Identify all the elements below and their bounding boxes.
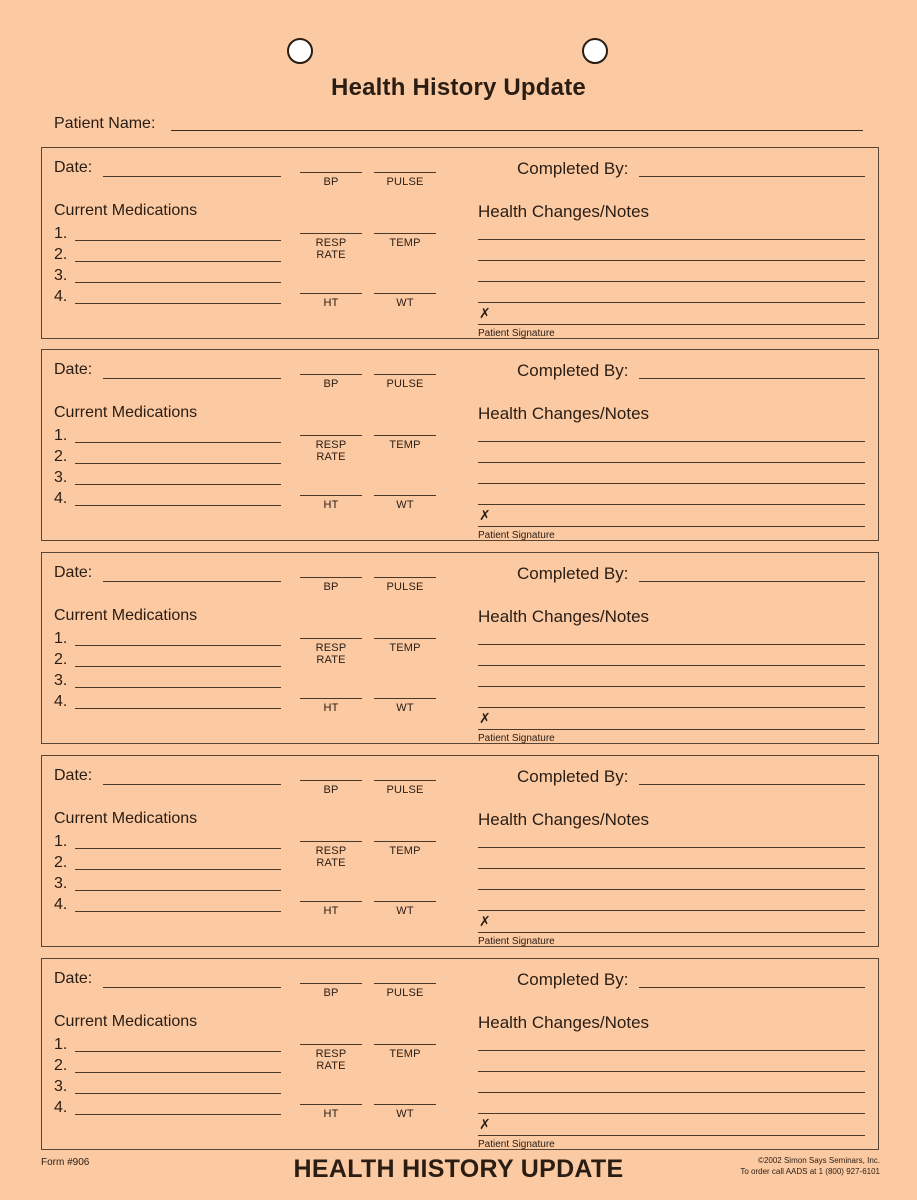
medication-field[interactable] <box>75 463 281 464</box>
notes-line[interactable] <box>478 483 865 484</box>
medication-number: 4. <box>54 896 68 913</box>
vital-resp-rate-label: RESP RATE <box>315 1048 347 1072</box>
vital-temp-field[interactable] <box>374 638 436 639</box>
date-field[interactable] <box>103 378 281 379</box>
current-medications-label: Current Medications <box>54 202 198 219</box>
patient-signature-field[interactable] <box>478 729 865 730</box>
completed-by-label: Completed By: <box>517 361 629 380</box>
notes-line[interactable] <box>478 686 865 687</box>
vital-ht-field[interactable] <box>300 1104 362 1105</box>
patient-signature-field[interactable] <box>478 526 865 527</box>
vital-pulse-field[interactable] <box>374 983 436 984</box>
medication-field[interactable] <box>75 1072 281 1073</box>
medication-number: 2. <box>54 854 68 871</box>
medication-field[interactable] <box>75 303 281 304</box>
medication-field[interactable] <box>75 687 281 688</box>
patient-signature-field[interactable] <box>478 1135 865 1136</box>
vital-ht-field[interactable] <box>300 901 362 902</box>
vital-pulse-label: PULSE <box>386 784 424 796</box>
vital-pulse-field[interactable] <box>374 172 436 173</box>
patient-signature-label: Patient Signature <box>478 733 555 744</box>
notes-line[interactable] <box>478 644 865 645</box>
health-changes-notes-label: Health Changes/Notes <box>478 404 650 423</box>
vital-wt-field[interactable] <box>374 698 436 699</box>
page-title: Health History Update <box>331 74 586 101</box>
vital-wt-field[interactable] <box>374 495 436 496</box>
vital-resp-rate-label: RESP RATE <box>315 439 347 463</box>
vital-bp-label: BP <box>323 784 339 796</box>
vital-resp-rate-label: RESP RATE <box>315 237 347 261</box>
vital-temp-label: TEMP <box>389 845 421 857</box>
patient-signature-label: Patient Signature <box>478 328 555 339</box>
date-label: Date: <box>54 361 93 378</box>
vital-ht-label: HT <box>323 499 339 511</box>
vital-ht-label: HT <box>323 297 339 309</box>
vital-resp-rate-label: RESP RATE <box>315 642 347 666</box>
vital-resp-rate-label: RESP RATE <box>315 845 347 869</box>
vital-temp-field[interactable] <box>374 841 436 842</box>
vital-temp-label: TEMP <box>389 1048 421 1060</box>
notes-line[interactable] <box>478 260 865 261</box>
medication-number: 1. <box>54 225 68 242</box>
medication-field[interactable] <box>75 240 281 241</box>
vital-bp-field[interactable] <box>300 780 362 781</box>
notes-line[interactable] <box>478 889 865 890</box>
medication-field[interactable] <box>75 282 281 283</box>
current-medications-label: Current Medications <box>54 810 198 827</box>
punch-hole-left <box>287 38 313 64</box>
footer-copyright <box>740 1155 880 1177</box>
vital-ht-label: HT <box>323 905 339 917</box>
vital-bp-field[interactable] <box>300 577 362 578</box>
patient-signature-label: Patient Signature <box>478 936 555 947</box>
patient-signature-label: Patient Signature <box>478 1139 555 1150</box>
vital-pulse-field[interactable] <box>374 374 436 375</box>
medication-field[interactable] <box>75 1093 281 1094</box>
completed-by-field[interactable] <box>639 987 865 988</box>
form-number: Form #906 <box>41 1157 90 1168</box>
notes-line[interactable] <box>478 1113 865 1114</box>
vital-bp-field[interactable] <box>300 374 362 375</box>
vital-wt-field[interactable] <box>374 293 436 294</box>
medication-field[interactable] <box>75 848 281 849</box>
signature-x-mark: ✗ <box>479 305 491 321</box>
patient-signature-label: Patient Signature <box>478 530 555 541</box>
medication-number: 4. <box>54 288 68 305</box>
health-update-section <box>41 349 879 541</box>
notes-line[interactable] <box>478 462 865 463</box>
signature-x-mark: ✗ <box>479 710 491 726</box>
medication-field[interactable] <box>75 708 281 709</box>
medication-field[interactable] <box>75 261 281 262</box>
vital-wt-label: WT <box>396 499 414 511</box>
vital-bp-label: BP <box>323 987 339 999</box>
notes-line[interactable] <box>478 665 865 666</box>
vital-wt-label: WT <box>396 297 414 309</box>
notes-line[interactable] <box>478 847 865 848</box>
medication-number: 3. <box>54 469 68 486</box>
medication-field[interactable] <box>75 1051 281 1052</box>
order-info-text: To order call AADS at 1 (800) 927-6101 <box>740 1167 880 1176</box>
health-changes-notes-label: Health Changes/Notes <box>478 810 650 829</box>
notes-line[interactable] <box>478 868 865 869</box>
vital-ht-field[interactable] <box>300 293 362 294</box>
health-update-section <box>41 755 879 947</box>
signature-x-mark: ✗ <box>479 1116 491 1132</box>
date-label: Date: <box>54 970 93 987</box>
medication-number: 1. <box>54 630 68 647</box>
patient-name-field[interactable] <box>171 130 863 131</box>
medication-field[interactable] <box>75 911 281 912</box>
medication-number: 2. <box>54 1057 68 1074</box>
medication-field[interactable] <box>75 484 281 485</box>
medication-number: 1. <box>54 833 68 850</box>
vital-resp-rate-field[interactable] <box>300 638 362 639</box>
completed-by-field[interactable] <box>639 581 865 582</box>
medication-number: 2. <box>54 246 68 263</box>
vital-pulse-label: PULSE <box>386 987 424 999</box>
date-field[interactable] <box>103 581 281 582</box>
vital-resp-rate-field[interactable] <box>300 233 362 234</box>
vital-wt-label: WT <box>396 1108 414 1120</box>
medication-number: 3. <box>54 267 68 284</box>
current-medications-label: Current Medications <box>54 1013 198 1030</box>
notes-line[interactable] <box>478 1050 865 1051</box>
vital-wt-field[interactable] <box>374 901 436 902</box>
notes-line[interactable] <box>478 441 865 442</box>
vital-bp-label: BP <box>323 581 339 593</box>
vital-bp-field[interactable] <box>300 172 362 173</box>
current-medications-label: Current Medications <box>54 607 198 624</box>
notes-line[interactable] <box>478 910 865 911</box>
vital-bp-label: BP <box>323 176 339 188</box>
copyright-text: ©2002 Simon Says Seminars, Inc. <box>758 1156 880 1165</box>
date-label: Date: <box>54 767 93 784</box>
medication-number: 1. <box>54 427 68 444</box>
health-update-section <box>41 147 879 339</box>
vital-temp-label: TEMP <box>389 237 421 249</box>
completed-by-field[interactable] <box>639 378 865 379</box>
medication-number: 4. <box>54 1099 68 1116</box>
vital-temp-label: TEMP <box>389 642 421 654</box>
medication-field[interactable] <box>75 890 281 891</box>
vital-ht-label: HT <box>323 702 339 714</box>
current-medications-label: Current Medications <box>54 404 198 421</box>
vital-pulse-label: PULSE <box>386 176 424 188</box>
vital-temp-field[interactable] <box>374 435 436 436</box>
date-label: Date: <box>54 564 93 581</box>
medication-field[interactable] <box>75 869 281 870</box>
notes-line[interactable] <box>478 1071 865 1072</box>
medication-field[interactable] <box>75 645 281 646</box>
completed-by-field[interactable] <box>639 784 865 785</box>
medication-number: 3. <box>54 1078 68 1095</box>
completed-by-label: Completed By: <box>517 970 629 989</box>
punch-hole-right <box>582 38 608 64</box>
vital-wt-label: WT <box>396 905 414 917</box>
vital-ht-label: HT <box>323 1108 339 1120</box>
medication-number: 2. <box>54 651 68 668</box>
footer-title: HEALTH HISTORY UPDATE <box>293 1155 624 1183</box>
notes-line[interactable] <box>478 1092 865 1093</box>
completed-by-label: Completed By: <box>517 159 629 178</box>
medication-number: 4. <box>54 693 68 710</box>
signature-x-mark: ✗ <box>479 913 491 929</box>
vital-pulse-label: PULSE <box>386 378 424 390</box>
medication-field[interactable] <box>75 1114 281 1115</box>
health-update-section <box>41 958 879 1150</box>
vital-resp-rate-field[interactable] <box>300 435 362 436</box>
vital-wt-label: WT <box>396 702 414 714</box>
vital-ht-field[interactable] <box>300 495 362 496</box>
vital-bp-label: BP <box>323 378 339 390</box>
medication-number: 2. <box>54 448 68 465</box>
medication-number: 4. <box>54 490 68 507</box>
completed-by-field[interactable] <box>639 176 865 177</box>
medication-number: 3. <box>54 672 68 689</box>
vital-bp-field[interactable] <box>300 983 362 984</box>
notes-line[interactable] <box>478 504 865 505</box>
notes-line[interactable] <box>478 281 865 282</box>
notes-line[interactable] <box>478 302 865 303</box>
vital-ht-field[interactable] <box>300 698 362 699</box>
vital-resp-rate-field[interactable] <box>300 841 362 842</box>
signature-x-mark: ✗ <box>479 507 491 523</box>
date-field[interactable] <box>103 987 281 988</box>
vital-pulse-field[interactable] <box>374 577 436 578</box>
health-changes-notes-label: Health Changes/Notes <box>478 607 650 626</box>
completed-by-label: Completed By: <box>517 564 629 583</box>
vital-resp-rate-field[interactable] <box>300 1044 362 1045</box>
vital-temp-field[interactable] <box>374 233 436 234</box>
medication-field[interactable] <box>75 505 281 506</box>
health-changes-notes-label: Health Changes/Notes <box>478 202 650 221</box>
date-field[interactable] <box>103 176 281 177</box>
vital-pulse-label: PULSE <box>386 581 424 593</box>
completed-by-label: Completed By: <box>517 767 629 786</box>
patient-signature-field[interactable] <box>478 932 865 933</box>
vital-wt-field[interactable] <box>374 1104 436 1105</box>
date-label: Date: <box>54 159 93 176</box>
medication-field[interactable] <box>75 442 281 443</box>
vital-temp-label: TEMP <box>389 439 421 451</box>
notes-line[interactable] <box>478 707 865 708</box>
medication-number: 3. <box>54 875 68 892</box>
vital-temp-field[interactable] <box>374 1044 436 1045</box>
notes-line[interactable] <box>478 239 865 240</box>
vital-pulse-field[interactable] <box>374 780 436 781</box>
health-update-section <box>41 552 879 744</box>
medication-field[interactable] <box>75 666 281 667</box>
date-field[interactable] <box>103 784 281 785</box>
medication-number: 1. <box>54 1036 68 1053</box>
health-changes-notes-label: Health Changes/Notes <box>478 1013 650 1032</box>
patient-signature-field[interactable] <box>478 324 865 325</box>
patient-name-label: Patient Name: <box>54 115 156 132</box>
